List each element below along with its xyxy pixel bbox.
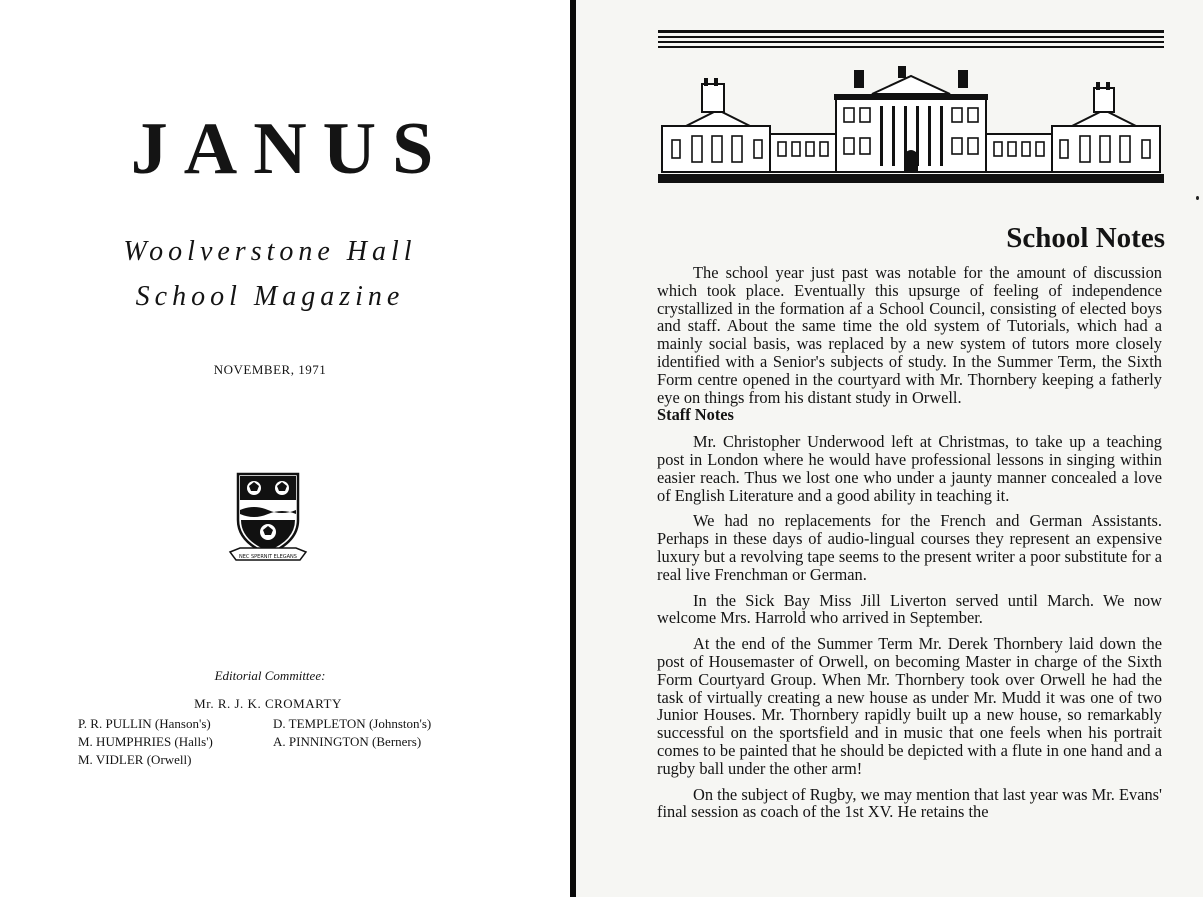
body-paragraph: At the end of the Summer Term Mr. Derek Thornbery laid down the post of Housemaster of Orwell, on becoming Master in charge of the Sixth Form Courtyard Group. When Mr. Thornbery took over Orwell he had the task of virtually creating a new house as under Mr. Mudd it was one of two Junior Houses. Mr. Thornbery rapidly built up a new house, so remarkably successful on the sportsfield and in music that one feels when his portrait comes to be painted that he should be depicted with a flute in one hand and a rugby ball under the other arm!: [657, 634, 1162, 778]
article-page: [576, 0, 1203, 897]
body-paragraph: Mr. Christopher Underwood left at Christmas, to take up a teaching post in London where he would have professional lessons in singing within easier reach. Thus we lost one who under a jaunty manner concealed a love of English Literature and a good ability in teaching it.: [657, 432, 1162, 505]
article-body: [657, 264, 1162, 829]
issue-date: NOVEMBER, 1971: [213, 362, 327, 377]
magazine-subtitle-line2: School Magazine: [135, 281, 405, 312]
intro-paragraph: The school year just past was notable for the amount of discussion which took place. Eventually this upsurge of feeling of independence crystallized in the formation af a School Council, consisting of elected boys and staff. About the same time the old system of Tutorials, which had a mainly social basis, was replaced by a new system of tutors more closely identified with a Senior's subjects of study. In the Summer Term, the Sixth Form centre opened in the courtyard with Mr. Thornbery keeping a fatherly eye on things from his distant study in Orwell.: [657, 263, 1162, 407]
committee-member: M. VIDLER (Orwell): [78, 752, 192, 767]
body-paragraph: We had no replacements for the French and German Assistants. Perhaps in these days of audio-lingual courses they represent an expensive luxury but a revolving tape seems to the present writer a poor substitute for a real live Frenchman or German.: [657, 511, 1162, 584]
school-crest-icon: [228, 470, 308, 566]
committee-member: M. HUMPHRIES (Halls'): [78, 734, 213, 749]
committee-chair: Mr. R. J. K. CROMARTY: [194, 696, 342, 711]
woolverstone-hall-illustration: [658, 26, 1164, 186]
crest-motto: NEC SPERNIT ELEGANS: [239, 554, 297, 560]
body-paragraph: On the subject of Rugby, we may mention that last year was Mr. Evans' final session as coach of the 1st XV. He retains the: [657, 784, 1162, 822]
body-paragraph: In the Sick Bay Miss Jill Liverton served until March. We now welcome Mrs. Harrold who arrived in September.: [657, 590, 1162, 628]
staff-notes-heading: Staff Notes: [657, 405, 734, 425]
magazine-title: JANUS: [130, 108, 450, 190]
print-speck: [1196, 196, 1199, 200]
cover-page: [0, 0, 570, 897]
magazine-subtitle-line1: Woolverstone Hall: [123, 236, 417, 267]
committee-member: A. PINNINGTON (Berners): [273, 734, 422, 749]
committee-member: P. R. PULLIN (Hanson's): [78, 716, 211, 731]
article-title: School Notes: [1006, 222, 1165, 254]
committee-heading: Editorial Committee:: [214, 668, 326, 683]
committee-member: D. TEMPLETON (Johnston's): [273, 716, 432, 731]
